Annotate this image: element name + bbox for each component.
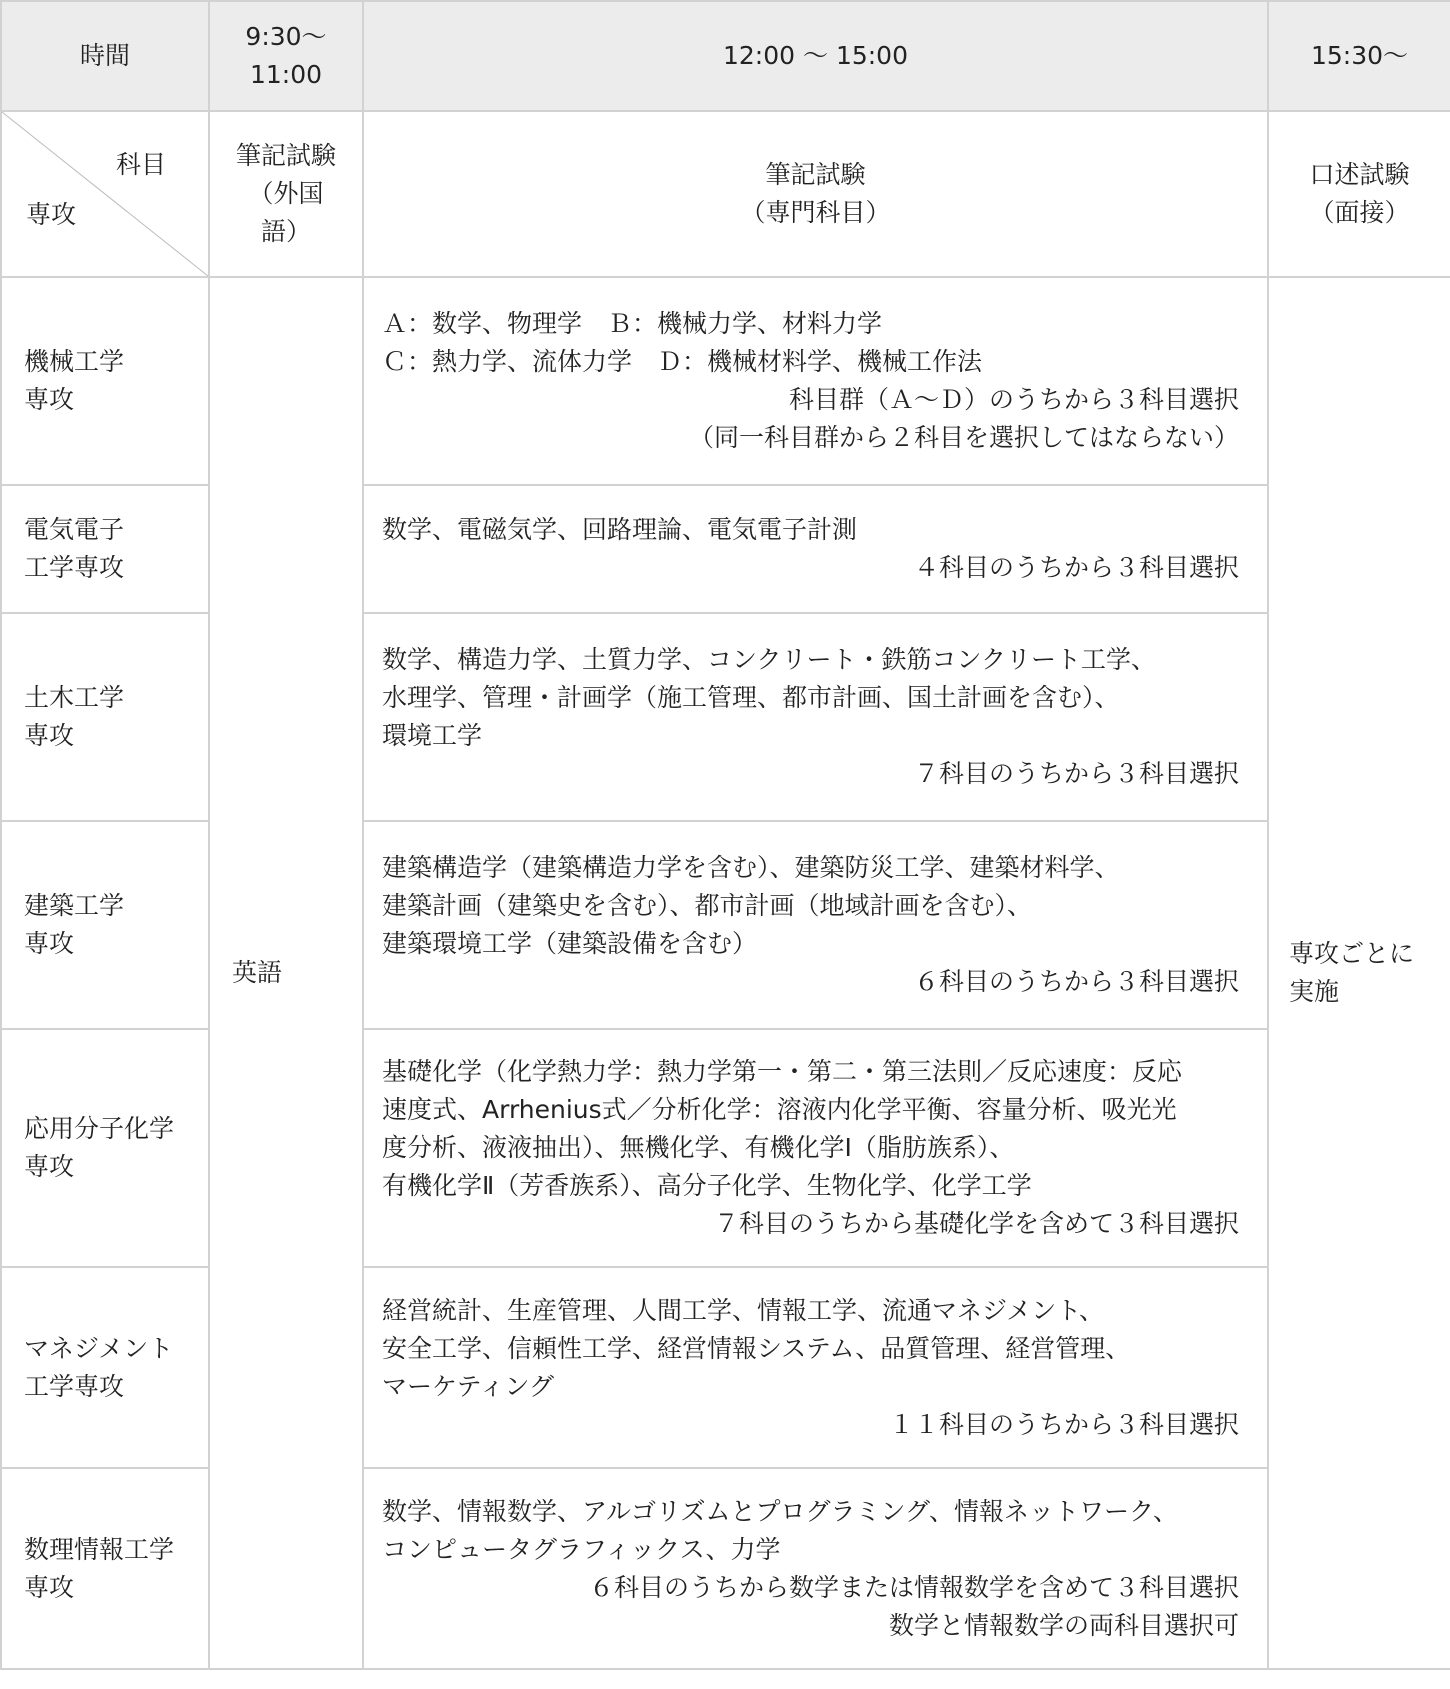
corner-header: [1, 111, 209, 277]
subject-line: Ａ：数学、物理学 Ｂ：機械力学、材料力学: [382, 309, 883, 338]
selection-note: ７科目のうちから３科目選択: [913, 759, 1239, 788]
subject-line: 建築環境工学（建築設備を含む）: [382, 929, 758, 958]
selection-note: 科目群（Ａ～Ｄ）のうちから３科目選択: [788, 385, 1239, 414]
corner-subject-label: 科目: [115, 150, 166, 179]
subject-line: 数学、構造力学、土質力学、コンクリート・鉄筋コンクリート工学、: [382, 645, 1157, 674]
subject-line: 水理学、管理・計画学（施工管理、都市計画、国土計画を含む）、: [382, 683, 1120, 712]
foreign-language-exam: 筆記試験 （外国語）: [209, 111, 363, 277]
schedule-body: [1, 111, 1450, 1669]
corner-major-label: 専攻: [26, 200, 77, 229]
major-subjects: [363, 1029, 1268, 1267]
major-name: 建築工学 専攻: [1, 821, 209, 1029]
subject-line: 建築計画（建築史を含む）、都市計画（地域計画を含む）、: [382, 891, 1033, 920]
major-name: 数理情報工学 専攻: [1, 1468, 209, 1669]
selection-note: ６科目のうちから数学または情報数学を含めて３科目選択: [588, 1572, 1239, 1602]
subject-line: 度分析、液液抽出）、無機化学、有機化学Ⅰ（脂肪族系）、: [382, 1133, 1015, 1162]
major-subjects: [363, 613, 1268, 821]
subject-line: 基礎化学（化学熱力学：熱力学第一・第二・第三法則／反応速度：反応: [382, 1057, 1183, 1086]
subject-line: マーケティング: [382, 1371, 555, 1401]
foreign-language-subject: 英語: [209, 277, 363, 1669]
time-header: [1, 1, 1450, 111]
foreign-language-time: 9:30〜 11:00: [209, 1, 363, 111]
subject-line: 経営統計、生産管理、人間工学、情報工学、流通マネジメント、: [382, 1295, 1105, 1325]
major-subjects: [363, 485, 1268, 613]
subject-line: 安全工学、信頼性工学、経営情報システム、品質管理、経営管理、: [382, 1333, 1131, 1363]
major-subjects: [363, 1267, 1268, 1468]
major-name: 土木工学 専攻: [1, 613, 209, 821]
subject-line: 速度式、Arrhenius式／分析化学：溶液内化学平衡、容量分析、吸光光: [382, 1095, 1177, 1124]
time-row: [1, 1, 1450, 111]
subject-line: 有機化学Ⅱ（芳香族系）、高分子化学、生物化学、化学工学: [382, 1171, 1032, 1200]
subject-line: 数学、情報数学、アルゴリズムとプログラミング、情報ネットワーク、: [382, 1496, 1179, 1526]
time-label: 時間: [1, 1, 209, 111]
major-name: 電気電子 工学専攻: [1, 485, 209, 613]
oral-exam: 口述試験 （面接）: [1268, 111, 1450, 277]
subject-line: 数学、電磁気学、回路理論、電気電子計測: [382, 515, 858, 544]
selection-note: ４科目のうちから３科目選択: [913, 553, 1239, 582]
selection-note: 数学と情報数学の両科目選択可: [888, 1610, 1239, 1640]
major-subjects: [363, 277, 1268, 485]
selection-note: ７科目のうちから基礎化学を含めて３科目選択: [713, 1209, 1239, 1238]
major-subjects: [363, 1468, 1268, 1669]
subject-line: コンピュータグラフィックス、力学: [382, 1534, 781, 1564]
selection-note: （同一科目群から２科目を選択してはならない）: [688, 423, 1239, 452]
interview-time: 15:30〜: [1268, 1, 1450, 111]
major-row: [1, 277, 1450, 485]
specialized-exam: 筆記試験 （専門科目）: [363, 111, 1268, 277]
selection-note: １１科目のうちから３科目選択: [888, 1409, 1239, 1439]
interview-note: 専攻ごとに 実施: [1268, 277, 1450, 1669]
specialized-time: 12:00 〜 15:00: [363, 1, 1268, 111]
subject-line: 環境工学: [382, 721, 483, 750]
major-name: 機械工学 専攻: [1, 277, 209, 485]
subject-line: Ｃ：熱力学、流体力学 Ｄ：機械材料学、機械工作法: [382, 347, 983, 376]
major-name: マネジメント 工学専攻: [1, 1267, 209, 1468]
exam-type-row: [1, 111, 1450, 277]
selection-note: ６科目のうちから３科目選択: [913, 967, 1239, 996]
major-subjects: [363, 821, 1268, 1029]
corner-diagonal: [2, 112, 208, 276]
major-name: 応用分子化学 専攻: [1, 1029, 209, 1267]
subject-line: 建築構造学（建築構造力学を含む）、建築防災工学、建築材料学、: [382, 853, 1120, 882]
